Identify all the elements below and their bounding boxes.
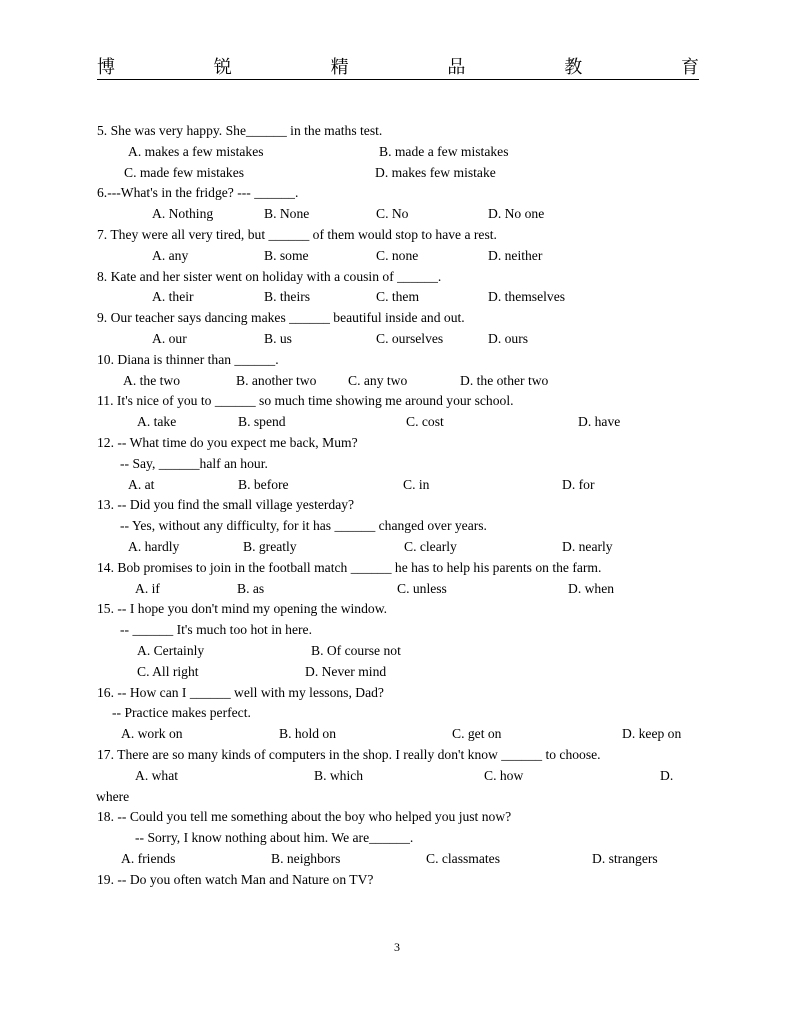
- option-c: C. none: [376, 247, 419, 263]
- option-a: A. their: [152, 289, 194, 305]
- option-b: B. Of course not: [311, 642, 401, 658]
- options-row: [97, 579, 697, 600]
- option-b: B. made a few mistakes: [379, 143, 509, 159]
- option-b: B. neighbors: [271, 850, 341, 866]
- option-a: A. friends: [121, 850, 176, 866]
- question-stem: 13. -- Did you find the small village yesterday?: [97, 497, 355, 513]
- question-stem: 15. -- I hope you don't mind my opening the window.: [97, 601, 388, 617]
- header-char: 品: [447, 57, 466, 78]
- options-row: [97, 537, 697, 558]
- option-c: C. No: [376, 206, 409, 222]
- option-d: D. makes few mistake: [375, 164, 496, 180]
- option-a: A. any: [152, 247, 189, 263]
- option-a: A. the two: [123, 372, 181, 388]
- options-row: [97, 724, 697, 745]
- option-c: C. how: [484, 767, 524, 783]
- option-c: C. made few mistakes: [124, 164, 245, 180]
- option-c: C. them: [376, 289, 420, 305]
- option-b: B. spend: [238, 414, 286, 430]
- question-stem: 19. -- Do you often watch Man and Nature on TV?: [97, 871, 374, 887]
- header-char: 育: [680, 57, 699, 78]
- option-d: D. ours: [488, 330, 529, 346]
- question-stem: 12. -- What time do you expect me back, Mum?: [97, 434, 358, 450]
- option-a: A. if: [135, 580, 160, 596]
- options-row: [97, 412, 697, 433]
- option-c: C. ourselves: [376, 330, 444, 346]
- options-row: [97, 142, 697, 163]
- option-b: B. another two: [236, 372, 317, 388]
- option-b: B. before: [238, 476, 289, 492]
- option-d: D. keep on: [622, 726, 682, 742]
- question-stem: 10. Diana is thinner than ______.: [97, 351, 279, 367]
- option-a: A. work on: [121, 726, 183, 742]
- header-char: 博: [97, 57, 115, 78]
- option-d: D. strangers: [592, 850, 658, 866]
- option-c: C. classmates: [426, 850, 500, 866]
- question-stem: 8. Kate and her sister went on holiday with a cousin of ______.: [97, 268, 442, 284]
- option-a: A. hardly: [128, 538, 180, 554]
- option-c: C. All right: [137, 663, 199, 679]
- question-reply: -- Practice makes perfect.: [112, 705, 251, 721]
- options-row: [97, 641, 697, 662]
- question-reply: -- Say, ______half an hour.: [120, 455, 268, 471]
- option-d: D. the other two: [460, 372, 549, 388]
- page-header: [97, 55, 699, 80]
- option-b: B. None: [264, 206, 310, 222]
- option-b: B. which: [314, 767, 364, 783]
- options-row: [97, 204, 697, 225]
- option-b: B. greatly: [243, 538, 297, 554]
- option-d: D. nearly: [562, 538, 613, 554]
- option-a: A. makes a few mistakes: [128, 143, 264, 159]
- question-stem: 7. They were all very tired, but ______ of them would stop to have a rest.: [97, 226, 497, 242]
- options-row: [97, 329, 697, 350]
- option-b: B. us: [264, 330, 292, 346]
- question-stem: 11. It's nice of you to ______ so much time showing me around your school.: [97, 393, 514, 409]
- option-a: A. our: [152, 330, 187, 346]
- option-a: A. Certainly: [137, 642, 205, 658]
- option-d: D. No one: [488, 206, 545, 222]
- option-a: A. what: [135, 767, 179, 783]
- question-reply: -- Yes, without any difficulty, for it has ______ changed over years.: [120, 518, 487, 534]
- option-c: C. unless: [397, 580, 447, 596]
- option-c: C. any two: [348, 372, 408, 388]
- option-c: C. cost: [406, 414, 444, 430]
- options-row: [97, 766, 697, 787]
- options-row: [97, 246, 697, 267]
- options-row: [97, 662, 697, 683]
- option-a: A. Nothing: [152, 206, 214, 222]
- option-c: C. in: [403, 476, 430, 492]
- option-c: C. clearly: [404, 538, 457, 554]
- question-stem: 5. She was very happy. She______ in the maths test.: [97, 123, 383, 138]
- option-b: B. hold on: [279, 726, 337, 742]
- option-d: D. for: [562, 476, 595, 492]
- option-d: D.: [660, 767, 674, 783]
- question-stem: 18. -- Could you tell me something about the boy who helped you just now?: [97, 809, 512, 825]
- question-reply: -- ______ It's much too hot in here.: [120, 622, 312, 638]
- option-b: B. as: [237, 580, 265, 596]
- options-row: [97, 371, 697, 392]
- option-a: A. at: [128, 476, 155, 492]
- option-b: B. some: [264, 247, 309, 263]
- options-row: [97, 163, 697, 184]
- option-a: A. take: [137, 414, 177, 430]
- question-reply: -- Sorry, I know nothing about him. We are______.: [135, 830, 414, 846]
- question-stem: 14. Bob promises to join in the football match ______ he has to help his parents on the farm.: [97, 559, 602, 575]
- option-d: D. Never mind: [305, 663, 387, 679]
- header-char: 教: [564, 57, 583, 78]
- options-row: [97, 475, 697, 496]
- option-d: D. themselves: [488, 289, 566, 305]
- option-c: C. get on: [452, 726, 502, 742]
- option-b: B. theirs: [264, 289, 311, 305]
- question-stem: 17. There are so many kinds of computers in the shop. I really don't know ______ to choose.: [97, 746, 601, 762]
- options-row: [97, 287, 697, 308]
- question-stem: 16. -- How can I ______ well with my lessons, Dad?: [97, 684, 384, 700]
- question-stem: 6.---What's in the fridge? --- ______.: [97, 185, 299, 201]
- question-stem: 9. Our teacher says dancing makes ______ beautiful inside and out.: [97, 310, 465, 326]
- header-char: 精: [330, 57, 349, 78]
- question-list: [97, 121, 697, 890]
- options-row: [97, 849, 697, 870]
- option-continuation: where: [96, 788, 130, 804]
- option-d: D. neither: [488, 247, 543, 263]
- header-char: 锐: [213, 57, 232, 78]
- page-number: 3: [394, 940, 400, 954]
- option-d: D. when: [568, 580, 615, 596]
- option-d: D. have: [578, 414, 621, 430]
